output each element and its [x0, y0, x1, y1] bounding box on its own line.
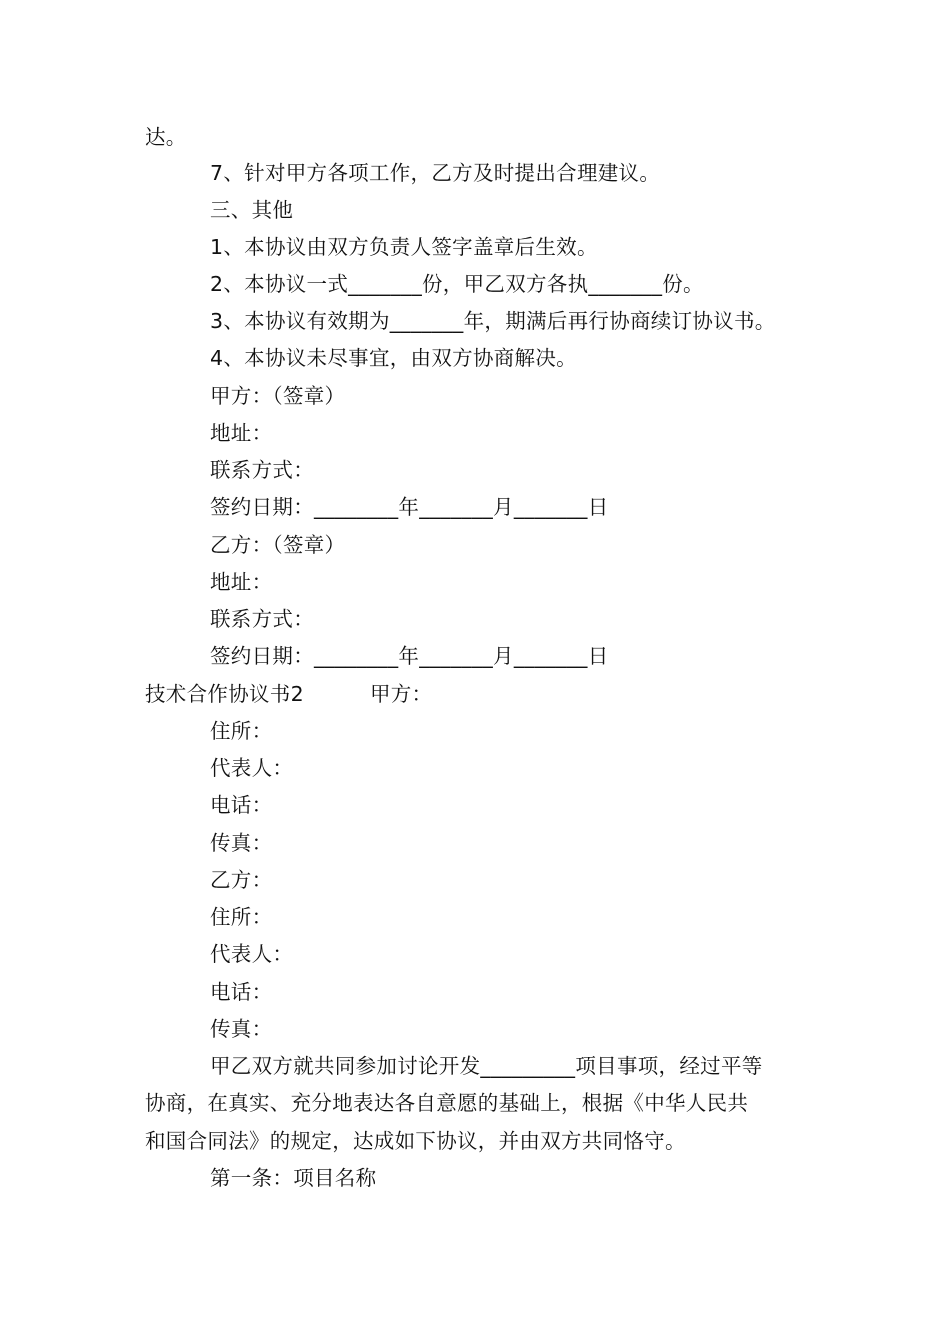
- text-line: 3、本协议有效期为_______年，期满后再行协商续订协议书。: [210, 309, 776, 333]
- agreement-title: 技术合作协议书2: [145, 682, 304, 706]
- text-line: 达。: [145, 125, 187, 149]
- party-b-label: 乙方：: [210, 868, 273, 892]
- sign-date-line: 签约日期：________年_______月_______日: [210, 495, 609, 519]
- article-heading: 第一条：项目名称: [210, 1166, 377, 1190]
- text-line: 1、本协议由双方负责人签字盖章后生效。: [210, 235, 598, 259]
- representative-label: 代表人：: [210, 942, 294, 966]
- agreement-title-line: [145, 681, 432, 707]
- paragraph-line: 协商，在真实、充分地表达各自意愿的基础上，根据《中华人民共: [145, 1091, 749, 1115]
- phone-label: 电话：: [210, 793, 273, 817]
- fax-label: 传真：: [210, 831, 273, 855]
- party-a-signature: 甲方：（签章）: [210, 384, 346, 408]
- phone-label: 电话：: [210, 980, 273, 1004]
- fax-label: 传真：: [210, 1017, 273, 1041]
- text-line: 7、针对甲方各项工作，乙方及时提出合理建议。: [210, 161, 661, 185]
- party-a-label: 甲方：: [369, 682, 433, 706]
- paragraph-line: 甲乙双方就共同参加讨论开发_________项目事项，经过平等: [210, 1054, 763, 1078]
- sign-date-line: 签约日期：________年_______月_______日: [210, 644, 609, 668]
- address-label: 地址：: [210, 570, 273, 594]
- residence-label: 住所：: [210, 905, 273, 929]
- party-b-signature: 乙方：（签章）: [210, 533, 346, 557]
- text-line: 2、本协议一式_______份，甲乙双方各执_______份。: [210, 272, 704, 296]
- address-label: 地址：: [210, 421, 273, 445]
- text-line: 4、本协议未尽事宜，由双方协商解决。: [210, 346, 577, 370]
- paragraph-line: 和国合同法》的规定，达成如下协议，并由双方共同恪守。: [145, 1129, 686, 1153]
- contact-label: 联系方式：: [210, 458, 314, 482]
- section-heading: 三、其他: [210, 198, 294, 222]
- residence-label: 住所：: [210, 719, 273, 743]
- contact-label: 联系方式：: [210, 607, 314, 631]
- representative-label: 代表人：: [210, 756, 294, 780]
